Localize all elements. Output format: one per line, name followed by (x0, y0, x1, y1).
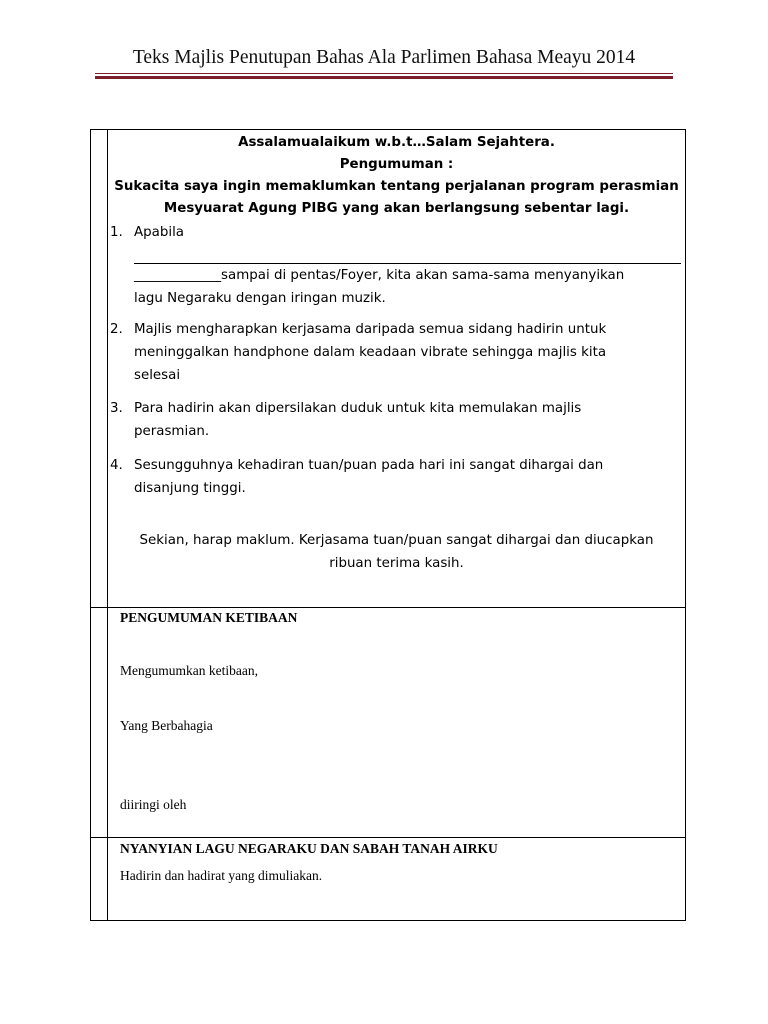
announcement-label: Pengumuman : (339, 157, 454, 172)
header-rule-thick (95, 76, 673, 79)
arrival-line-1: Mengumumkan ketibaan, (120, 663, 258, 678)
arrival-line-3: diiringi oleh (120, 797, 187, 812)
list-item (108, 454, 685, 500)
announcement-cell (108, 130, 685, 608)
list-item-number: 3. (110, 401, 123, 416)
list-item-line: Majlis mengharapkan kerjasama daripada semua sidang hadirin untuk (134, 322, 607, 337)
list-item-line: meninggalkan handphone dalam keadaan vibrate sehingga majlis kita (134, 345, 607, 360)
list-item-line: disanjung tinggi. (134, 481, 246, 496)
program-table (90, 129, 686, 921)
anthem-line-1: Hadirin dan hadirat yang dimuliakan. (120, 868, 323, 883)
document-header-title: Teks Majlis Penutupan Bahas Ala Parlimen Bahasa Meayu 2014 (132, 47, 636, 68)
list-item-line: _____________sampai di pentas/Foyer, kita akan sama-sama menyanyikan (134, 268, 625, 283)
list-item-line: selesai (134, 368, 181, 383)
arrival-cell (108, 608, 685, 837)
list-item-number: 1. (110, 225, 123, 240)
anthem-heading: NYANYIAN LAGU NEGARAKU DAN SABAH TANAH AIRKU (120, 841, 498, 856)
list-item-line: lagu Negaraku dengan iringan muzik. (134, 291, 386, 306)
arrival-heading: PENGUMUMAN KETIBAAN (120, 610, 298, 625)
list-item-line: Sesungguhnya kehadiran tuan/puan pada hari ini sangat dihargai dan (134, 458, 604, 473)
list-item (108, 397, 685, 443)
list-item (108, 221, 685, 310)
closing-line-2: ribuan terima kasih. (329, 556, 464, 571)
list-item-line: Apabila (134, 225, 185, 240)
fill-in-blank-line (134, 244, 681, 264)
greeting-text: Assalamualaikum w.b.t…Salam Sejahtera. (238, 135, 555, 150)
header-rule-thin (95, 73, 673, 74)
list-item-number: 2. (110, 322, 123, 337)
anthem-cell (108, 838, 685, 920)
list-item-line: Para hadirin akan dipersilakan duduk untuk kita memulakan majlis (134, 401, 582, 416)
list-item-number: 4. (110, 458, 123, 473)
intro-line-1: Sukacita saya ingin memaklumkan tentang perjalanan program perasmian (114, 179, 679, 194)
list-item-line: perasmian. (134, 424, 210, 439)
closing-remark (108, 529, 685, 575)
arrival-line-2: Yang Berbahagia (120, 718, 213, 733)
closing-line-1: Sekian, harap maklum. Kerjasama tuan/puan sangat dihargai dan diucapkan (139, 533, 654, 548)
announcement-list (108, 221, 685, 500)
intro-line-2: Mesyuarat Agung PIBG yang akan berlangsung sebentar lagi. (163, 201, 630, 216)
list-item (108, 318, 685, 387)
